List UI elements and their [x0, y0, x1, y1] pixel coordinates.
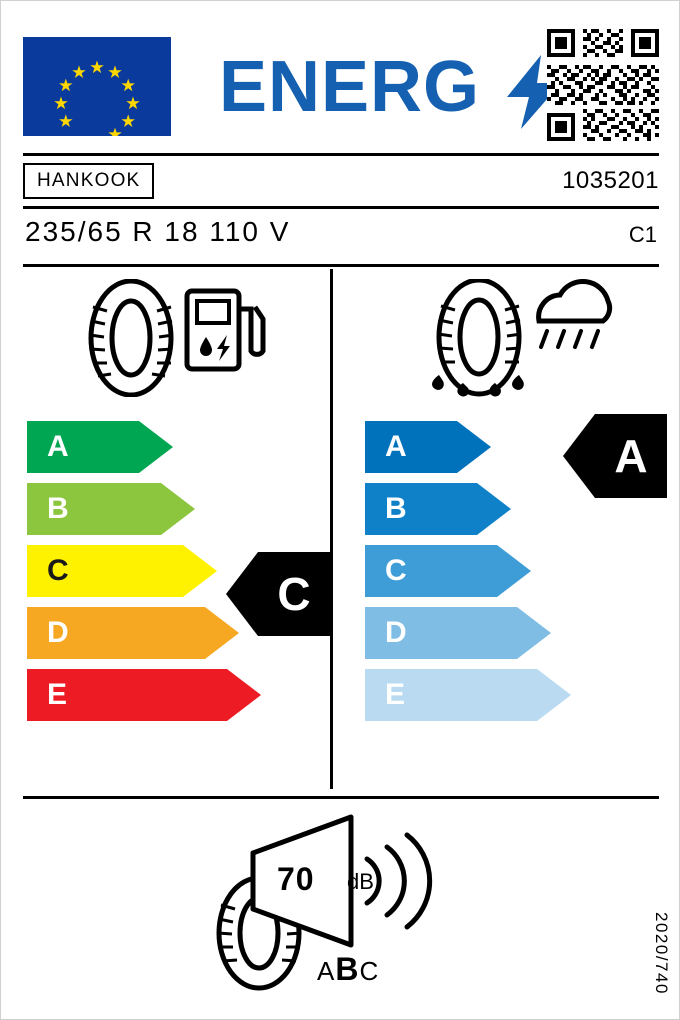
grade-letter: E: [385, 678, 406, 711]
label-header: [23, 29, 659, 141]
grade-row: [365, 607, 571, 659]
tyre-size: 235/65 R 18 110 V: [25, 216, 291, 247]
fuel-efficiency-pictogram: [79, 279, 269, 402]
fuel-pump-icon: [187, 291, 263, 369]
grade-row: [365, 421, 571, 473]
grade-arrow-tip: [227, 669, 261, 721]
tyre-size-row: [23, 216, 659, 258]
noise-class-scale: [317, 951, 379, 988]
grade-row: [365, 669, 571, 721]
grade-arrow-tip: [537, 669, 571, 721]
eu-flag-svg: [23, 37, 171, 136]
grade-letter: D: [47, 616, 69, 649]
grade-arrow-tip: [161, 483, 195, 535]
vertical-divider: [330, 269, 333, 789]
regulation-reference: 2020/740: [652, 912, 671, 995]
energy-wordmark: ENERG: [219, 47, 481, 127]
rating-pointer-tip: [226, 552, 258, 636]
wet-pictogram-svg: [419, 279, 619, 399]
noise-unit: dB: [347, 869, 374, 894]
grade-row: [27, 483, 261, 535]
grade-letter: B: [385, 492, 407, 525]
wet-rating-letter: A: [614, 430, 648, 482]
grade-letter: D: [385, 616, 407, 649]
grade-letter: C: [47, 554, 69, 587]
grade-row: [27, 421, 261, 473]
eu-flag-icon: [23, 37, 171, 136]
tyre-icon: [90, 281, 173, 395]
divider-line-1: [23, 153, 659, 156]
grade-arrow-tip: [457, 421, 491, 473]
wet-grip-pictogram: [419, 279, 619, 404]
grade-letter: B: [47, 492, 69, 525]
grade-letter: E: [47, 678, 68, 711]
noise-class-b: B: [335, 951, 360, 987]
grade-arrow-body: [365, 483, 477, 535]
brand-name: HANKOOK: [23, 163, 154, 199]
divider-line-3: [23, 264, 659, 267]
grade-arrow-body: [365, 421, 457, 473]
grade-letter: C: [385, 554, 407, 587]
noise-class-a: A: [317, 956, 336, 986]
wet-grip-scale: [365, 421, 571, 731]
divider-line-2: [23, 206, 659, 209]
brand-row: [23, 161, 659, 205]
noise-class-c: C: [359, 956, 380, 986]
rating-pointer-tip: [563, 414, 595, 498]
grade-arrow-body: [27, 421, 139, 473]
grade-arrow-tip: [497, 545, 531, 597]
divider-line-4: [23, 796, 659, 799]
qr-code-svg: [547, 29, 659, 141]
fuel-rating-letter: C: [277, 568, 311, 620]
grade-arrow-tip: [183, 545, 217, 597]
grade-letter: A: [385, 430, 407, 463]
fuel-pictogram-svg: [79, 279, 269, 397]
grade-arrow-tip: [517, 607, 551, 659]
qr-code-icon: [547, 29, 659, 141]
noise-value: 70: [277, 861, 315, 897]
grade-row: [365, 545, 571, 597]
wet-grip-rating: [563, 414, 667, 498]
grade-arrow-tip: [477, 483, 511, 535]
grade-letter: A: [47, 430, 69, 463]
grade-arrow-tip: [139, 421, 173, 473]
fuel-efficiency-rating: [226, 552, 330, 636]
product-sku: 1035201: [562, 167, 659, 194]
rain-cloud-icon: [539, 281, 610, 347]
noise-section: [201, 813, 481, 993]
tyre-class: C1: [628, 222, 657, 247]
tyre-splash-icon: [432, 280, 524, 396]
grade-row: [27, 669, 261, 721]
grade-row: [365, 483, 571, 535]
